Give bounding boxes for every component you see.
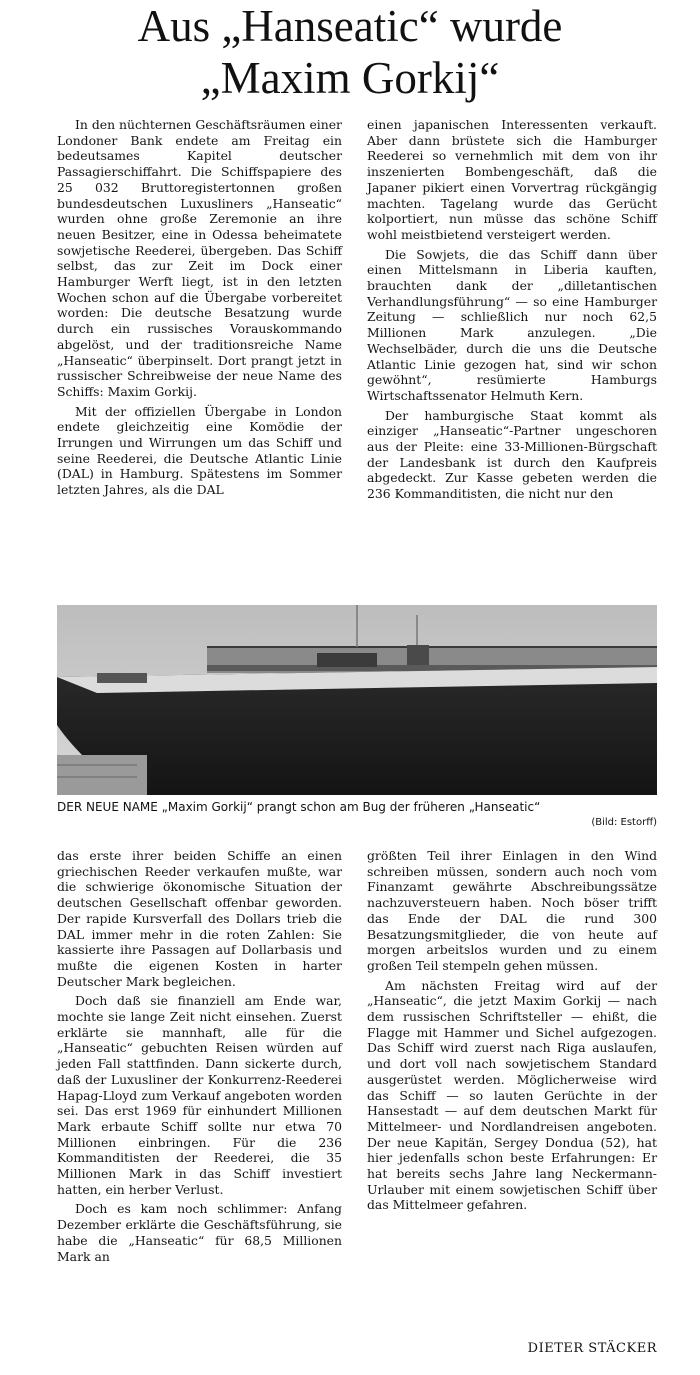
- paragraph: Doch es kam noch schlimmer: Anfang Dezember erklärte die Geschäftsführung, sie habe die „Hanseatic“ für 68,5 Millionen Mark an: [57, 1201, 342, 1264]
- article-column-1: [57, 117, 342, 502]
- paragraph: In den nüchternen Geschäftsräumen einer Londoner Bank endete am Freitag ein bedeutsames Kapitel deutscher Passagierschiffahrt. Die Schiffspapiere des 25 032 Bruttoregistertonnen großen bundesdeutschen Luxusliners „Hanseatic“ wurden ohne große Zeremonie an ihre neuen Besitzer, eine in Odessa beheimatete sowjetische Reederei, übergeben. Das Schiff selbst, das zur Zeit im Dock einer Hamburger Werft liegt, ist in den letzten Wochen schon auf die Übergabe vorbereitet worden: Die deutsche Besatzung wurde durch ein russisches Vorauskommando abgelöst, und der traditionsreiche Name „Hanseatic“ überpinselt. Dort prangt jetzt in russischer Schreibweise der neue Name des Schiffs: Maxim Gorkij.: [57, 117, 342, 399]
- article-column-4: [367, 848, 657, 1217]
- paragraph: größten Teil ihrer Einlagen in den Wind schreiben müssen, sondern auch noch vom Finanzamt gewährte Abschreibungssätze nachzuversteuern haben. Noch böser trifft das Ende der DAL die rund 300 Besatzungsmitglieder, die von heute auf morgen arbeitslos wurden und zu einem großen Teil stempeln gehen müssen.: [367, 848, 657, 973]
- paragraph: Der hamburgische Staat kommt als einziger „Hanseatic“-Partner ungeschoren aus der Pleite: eine 33-Millionen-Bürgschaft der Landesbank ist durch den Kaufpreis abgedeckt. Zur Kasse gebeten werden die 236 Kommanditisten, die nicht nur den: [367, 407, 657, 502]
- article-column-2: [367, 117, 657, 506]
- headline-line-2: „Maxim Gorkij“: [200, 53, 500, 103]
- paragraph: das erste ihrer beiden Schiffe an einen griechischen Reeder verkaufen mußte, war die schwierige ökonomische Situation der deutschen Gesellschaft offenbar geworden. Der rapide Kursverfall des Dollars trieb die DAL immer mehr in die roten Zahlen: Sie kassierte ihre Passagen auf Dollarbasis und mußte die eigenen Kosten in harter Deutscher Mark begleichen.: [57, 848, 342, 989]
- photo-credit: (Bild: Estorff): [591, 817, 657, 828]
- paragraph: einen japanischen Interessenten verkauft. Aber dann brüstete sich die Hamburger Reederei so vernehmlich mit dem von ihr inszenierten Bombengeschäft, daß die Japaner pikiert einen Vorvertrag rückgängig machten. Tagelang wurde das Gerücht kolportiert, nun müsse das schöne Schiff wohl meistbietend versteigert werden.: [367, 117, 657, 242]
- paragraph: Doch daß sie finanziell am Ende war, mochte sie lange Zeit nicht einsehen. Zuerst erklärte sie mannhaft, alle für die „Hanseatic“ gebuchten Reisen würden auf jeden Fall stattfinden. Dann sickerte durch, daß der Luxusliner der Konkurrenz-Reederei Hapag-Lloyd zum Verkauf angeboten worden sei. Das erst 1969 für einhundert Millionen Mark erbaute Schiff sollte nur etwa 70 Millionen einbringen. Für die 236 Kommanditisten der Reederei, die 35 Millionen Mark in das Schiff investiert hatten, ein herber Verlust.: [57, 993, 342, 1197]
- ship-bow-photo: [57, 605, 657, 795]
- article-column-3: [57, 848, 342, 1268]
- author-byline: DIETER STÄCKER: [527, 1341, 657, 1356]
- paragraph: Am nächsten Freitag wird auf der „Hanseatic“, die jetzt Maxim Gorkij — nach dem russischen Schriftsteller — ehißt, die Flagge mit Hammer und Sichel aufgezogen. Das Schiff wird zuerst nach Riga auslaufen, und dort voll nach sowjetischem Standard ausgerüstet werden. Möglicherweise wird das Schiff — so lauten Gerüchte in der Hansestadt — auf dem deutschen Markt für Mittelmeer- und Nordlandreisen angeboten. Der neue Kapitän, Sergey Dondua (52), hat hier jedenfalls schon beste Erfahrungen: Er hat bereits sechs Jahre lang Neckermann-Urlauber mit einem sowjetischen Schiff über das Mittelmeer gefahren.: [367, 977, 657, 1213]
- ship-bow-illustration: [57, 605, 657, 795]
- headline: [0, 0, 700, 104]
- paragraph: Mit der offiziellen Übergabe in London endete gleichzeitig eine Komödie der Irrungen und Wirrungen um das Schiff und seine Reederei, die Deutsche Atlantic Linie (DAL) in Hamburg. Spätestens im Sommer letzten Jahres, als die DAL: [57, 403, 342, 498]
- photo-caption: DER NEUE NAME „Maxim Gorkij“ prangt schon am Bug der früheren „Hanseatic“: [57, 800, 541, 814]
- paragraph: Die Sowjets, die das Schiff dann über einen Mittelsmann in Liberia kauften, brauchten dank der „dilletantischen Verhandlungsführung“ — so eine Hamburger Zeitung — schließlich nur noch 62,5 Millionen Mark anzulegen. „Die Wechselbäder, durch die uns die Deutsche Atlantic Linie gezogen hat, sind wir schon gewöhnt“, resümierte Hamburgs Wirtschaftssenator Helmuth Kern.: [367, 246, 657, 403]
- headline-line-1: Aus „Hanseatic“ wurde: [137, 1, 563, 51]
